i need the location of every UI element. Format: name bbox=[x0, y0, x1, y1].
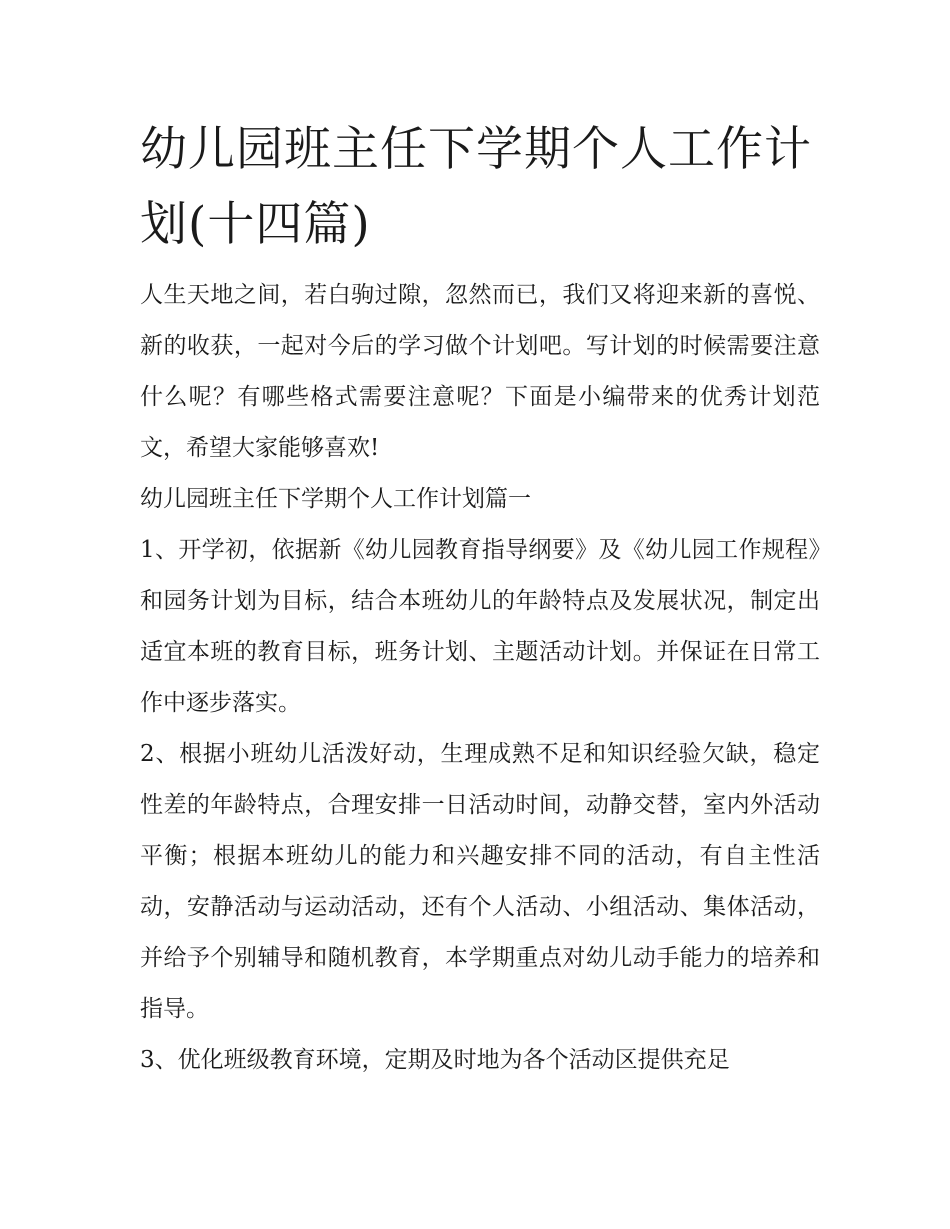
document-title: 幼儿园班主任下学期个人工作计划(十四篇) bbox=[140, 122, 812, 252]
list-item-2: 2、根据小班幼儿活泼好动，生理成熟不足和知识经验欠缺，稳定性差的年龄特点，合理安排一日活动时间，动静交替，室内外活动平衡；根据本班幼儿的能力和兴趣安排不同的活动，有自主性活动，安静活动与运动活动，还有个人活动、小组活动、集体活动，并给予个别辅导和随机教育，本学期重点对幼儿动手能力的培养和指导。 bbox=[140, 741, 820, 1022]
document-body bbox=[140, 112, 820, 1086]
intro-paragraph: 人生天地之间，若白驹过隙，忽然而已，我们又将迎来新的喜悦、新的收获，一起对今后的学习做个计划吧。写计划的时候需要注意什么呢？有哪些格式需要注意呢？下面是小编带来的优秀计划范文，希望大家能够喜欢! bbox=[140, 282, 820, 461]
list-item-1: 1、开学初，依据新《幼儿园教育指导纲要》及《幼儿园工作规程》和园务计划为目标，结合本班幼儿的年龄特点及发展状况，制定出适宜本班的教育目标，班务计划、主题活动计划。并保证在日常工作中逐步落实。 bbox=[140, 537, 820, 716]
section-heading: 幼儿园班主任下学期个人工作计划篇一 bbox=[140, 486, 531, 512]
list-item-3: 3、优化班级教育环境，定期及时地为各个活动区提供充足 bbox=[140, 1047, 730, 1073]
